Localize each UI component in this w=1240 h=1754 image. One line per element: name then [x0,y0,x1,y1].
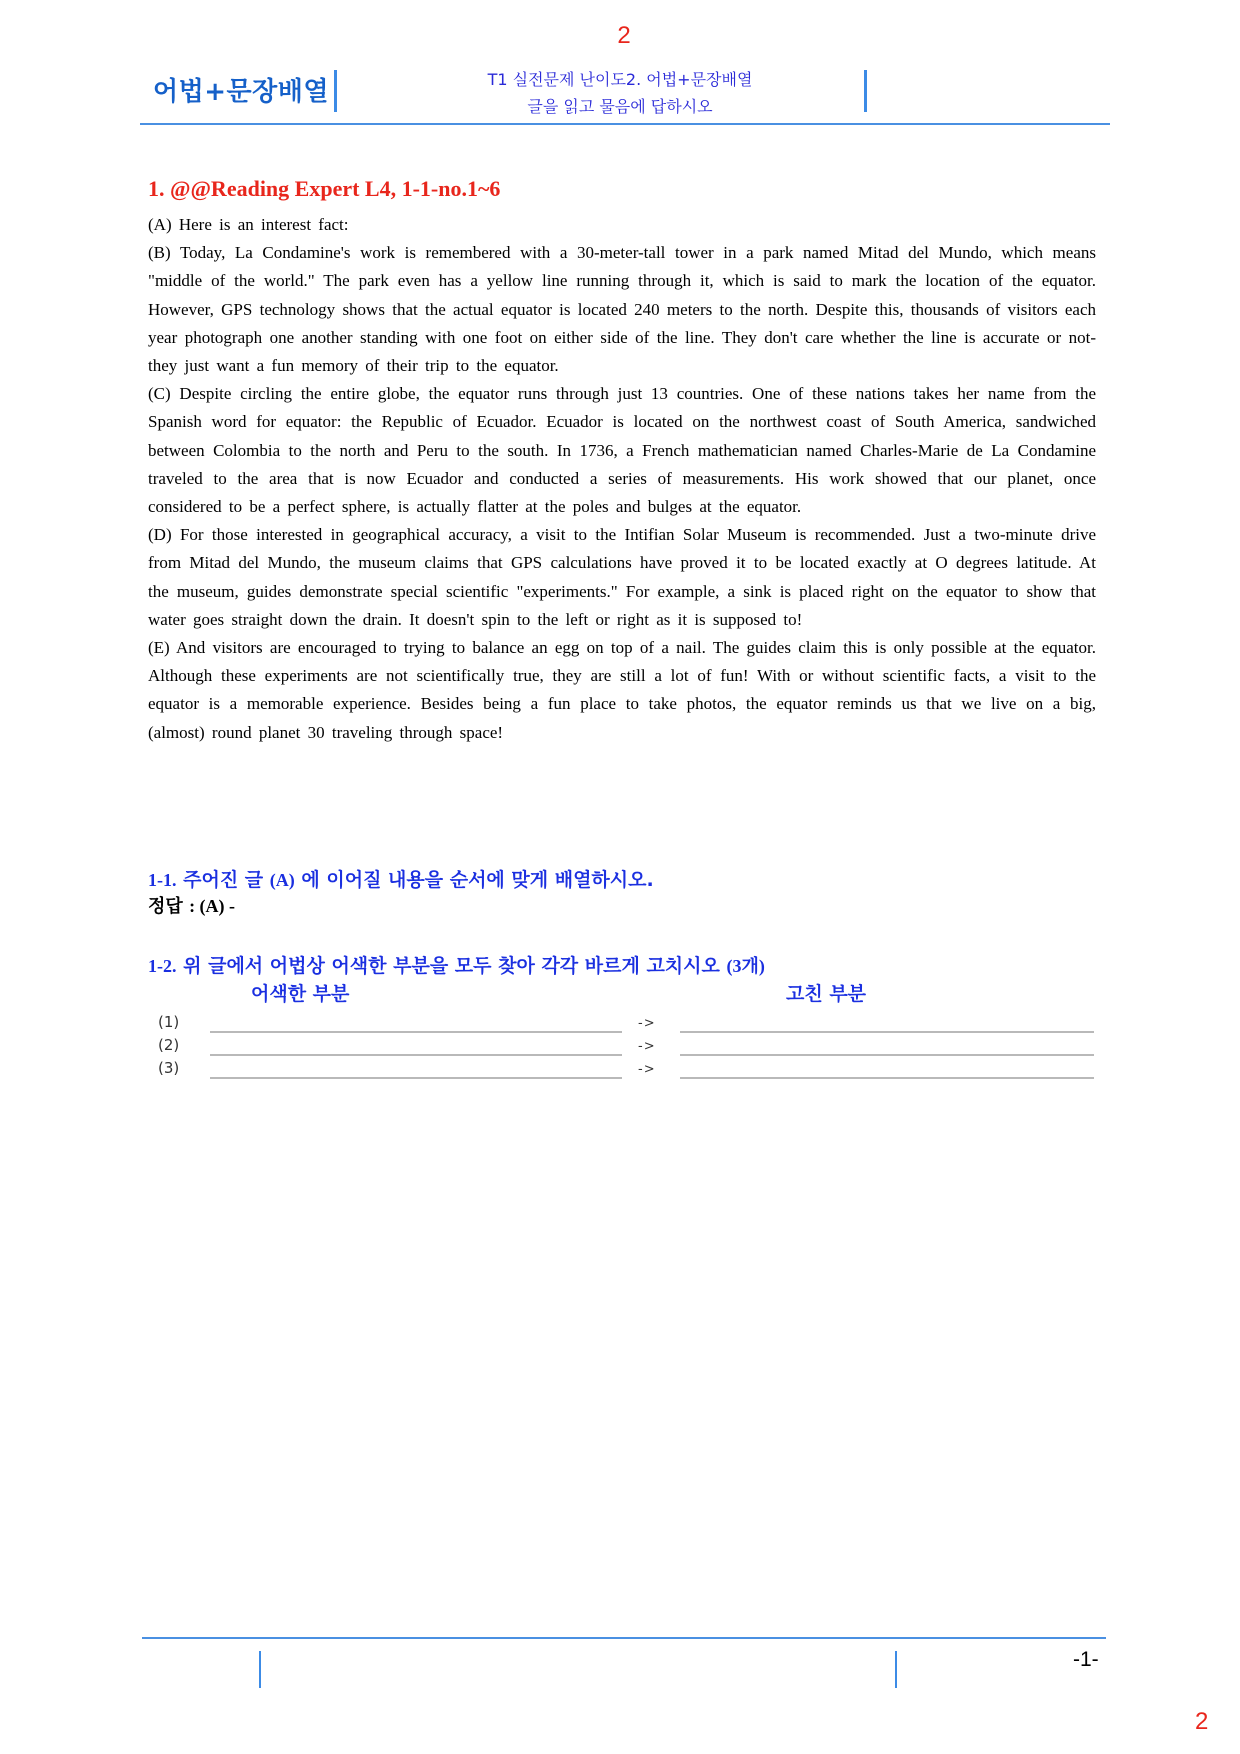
arrow-2: -> [638,1039,656,1054]
wrong-part-blank-2[interactable] [210,1054,622,1056]
fixed-part-blank-1[interactable] [680,1031,1094,1033]
footer-rule [142,1637,1106,1639]
header-subtitle-2: 글을 읽고 물음에 답하시오 [527,97,713,116]
column-heading-fixed: 고친 부분 [786,983,867,1005]
column-heading-wrong: 어색한 부분 [251,983,350,1005]
paragraph-a: (A) Here is an interest fact: [148,215,349,234]
subquestion-1-1-text-b: 에 이어질 내용을 순서에 맞게 배열하시오. [301,869,654,891]
arrow-3: -> [638,1062,656,1077]
question-title: 1. @@Reading Expert L4, 1-1-no.1~6 [148,176,501,201]
subquestion-1-2-count: (3개) [726,956,765,976]
fixed-part-blank-3[interactable] [680,1077,1094,1079]
wrong-part-blank-3[interactable] [210,1077,622,1079]
footer-divider-left [259,1651,261,1688]
arrow-1: -> [638,1016,656,1031]
answer-line [148,892,235,918]
subquestion-1-1-paren: (A) [269,870,295,890]
row-label-3: (3) [158,1059,180,1077]
header-divider-left [334,70,337,112]
answer-label: 정답 [148,896,183,917]
footer-page-number: -1- [1073,1648,1099,1671]
fixed-part-blank-2[interactable] [680,1054,1094,1056]
answer-value: : (A) - [189,896,236,916]
subquestion-1-1 [148,865,654,892]
paragraph-d: (D) For those interested in geographical accuracy, a visit to the Intifian Solar Museum is recommended. Just a two-minute drive from Mitad del Mundo, the museum claims that GPS calculations have proved it to be located exactly at O degrees latitude. At the museum, guides demonstrate special scientific "experiments." For example, a sink is placed right on the equator to show that water goes straight down the drain. It doesn't spin to the left or right as it is supposed to! [148,525,1096,629]
subquestion-1-1-number: 1-1. [148,870,177,890]
footer-divider-right [895,1651,897,1688]
subquestion-1-2 [148,951,765,978]
row-label-2: (2) [158,1036,180,1054]
header-rule [140,123,1110,125]
subquestion-1-2-text: 위 글에서 어법상 어색한 부분을 모두 찾아 각각 바르게 고치시오 [183,955,720,977]
reading-passage [148,211,1096,747]
paragraph-c: (C) Despite circling the entire globe, the equator runs through just 13 countries. One of these nations takes her name from the Spanish word for equator: the Republic of Ecuador. Ecuador is located on the northwest coast of South America, sandwiched between Colombia to the north and Peru to the south. In 1736, a French mathematician named Charles-Marie de La Condamine traveled to the area that is now Ecuador and conducted a series of measurements. His work showed that our planet, once considered to be a perfect sphere, is actually flatter at the poles and bulges at the equator. [148,384,1096,517]
header-title: 어법+문장배열 [153,77,329,107]
header-divider-right [864,70,867,112]
row-label-1: (1) [158,1013,180,1031]
page-marker-bottom: 2 [1195,1708,1209,1735]
subquestion-1-2-number: 1-2. [148,956,177,976]
paragraph-b: (B) Today, La Condamine's work is remembered with a 30-meter-tall tower in a park named Mitad del Mundo, which means "middle of the world." The park even has a yellow line running through it, which is said to mark the location of the equator. However, GPS technology shows that the actual equator is located 240 meters to the north. Despite this, thousands of visitors each year photograph one another standing with one foot on either side of the line. They don't care whether the line is accurate or not-they just want a fun memory of their trip to the equator. [148,243,1096,376]
header-subtitle-1: T1 실전문제 난이도2. 어법+문장배열 [487,70,753,89]
page-marker-top: 2 [617,22,631,49]
paragraph-e: (E) And visitors are encouraged to trying to balance an egg on top of a nail. The guides claim this is only possible at the equator. Although these experiments are not scientifically true, they are still a lot of fun! With or without scientific facts, a visit to the equator is a memorable experience. Besides being a fun place to take photos, the equator reminds us that we live on a big, (almost) round planet 30 traveling through space! [148,638,1096,742]
wrong-part-blank-1[interactable] [210,1031,622,1033]
subquestion-1-1-text-a: 주어진 글 [183,869,264,891]
